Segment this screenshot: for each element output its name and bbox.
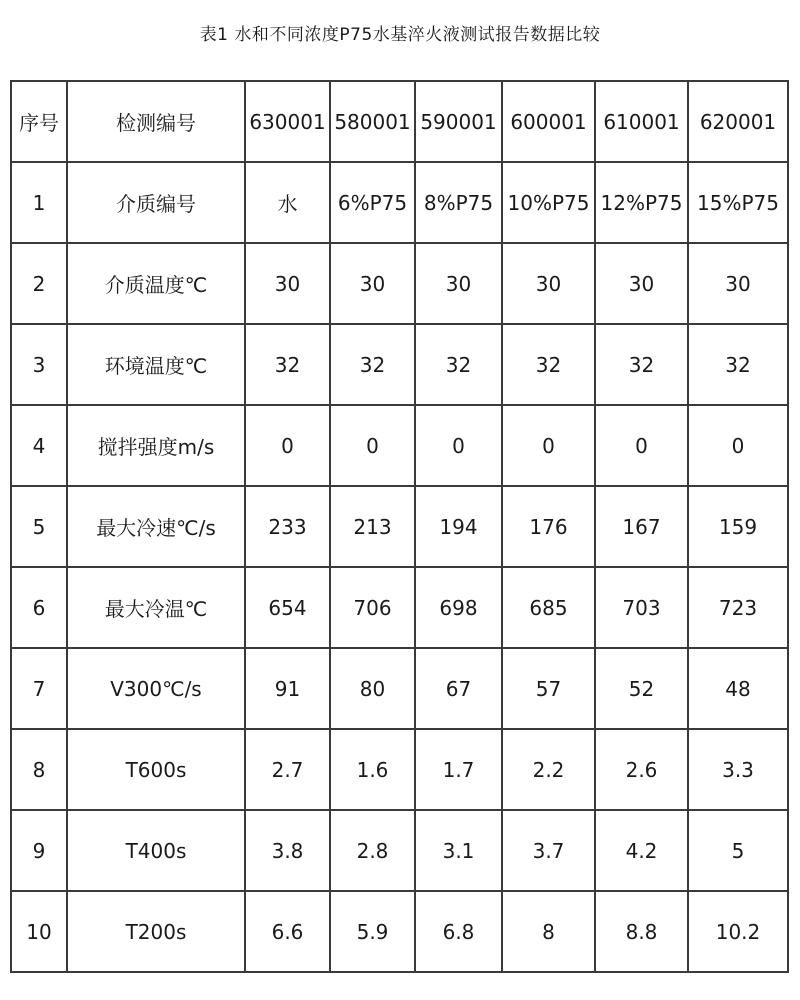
table-cell: 167 bbox=[595, 486, 688, 567]
table-cell: 0 bbox=[415, 405, 502, 486]
table-cell: 2.7 bbox=[245, 729, 330, 810]
header-cell-label: 检测编号 bbox=[67, 81, 245, 162]
table-cell: 30 bbox=[330, 243, 415, 324]
row-index-cell: 8 bbox=[11, 729, 67, 810]
table-cell: 8%P75 bbox=[415, 162, 502, 243]
table-cell: 1.7 bbox=[415, 729, 502, 810]
table-cell: 0 bbox=[688, 405, 788, 486]
table-cell: 685 bbox=[502, 567, 595, 648]
table-cell: 48 bbox=[688, 648, 788, 729]
table-row bbox=[11, 405, 788, 486]
table-row bbox=[11, 729, 788, 810]
table-cell: 3.7 bbox=[502, 810, 595, 891]
table-cell: 67 bbox=[415, 648, 502, 729]
table-cell: 706 bbox=[330, 567, 415, 648]
table-cell: 2.8 bbox=[330, 810, 415, 891]
table-row bbox=[11, 243, 788, 324]
table-cell: 723 bbox=[688, 567, 788, 648]
table-cell: 233 bbox=[245, 486, 330, 567]
table-row bbox=[11, 486, 788, 567]
table-cell: 32 bbox=[595, 324, 688, 405]
table-cell: 52 bbox=[595, 648, 688, 729]
table-cell: 15%P75 bbox=[688, 162, 788, 243]
row-index-cell: 2 bbox=[11, 243, 67, 324]
table-cell: 5.9 bbox=[330, 891, 415, 972]
row-index-cell: 4 bbox=[11, 405, 67, 486]
row-label-cell: 搅拌强度m/s bbox=[67, 405, 245, 486]
table-row bbox=[11, 891, 788, 972]
table-cell: 0 bbox=[595, 405, 688, 486]
row-index-cell: 6 bbox=[11, 567, 67, 648]
header-cell-sample: 610001 bbox=[595, 81, 688, 162]
row-index-cell: 3 bbox=[11, 324, 67, 405]
row-index-cell: 7 bbox=[11, 648, 67, 729]
row-label-cell: 最大冷温℃ bbox=[67, 567, 245, 648]
table-cell: 30 bbox=[688, 243, 788, 324]
table-cell: 698 bbox=[415, 567, 502, 648]
table-cell: 水 bbox=[245, 162, 330, 243]
table-cell: 30 bbox=[415, 243, 502, 324]
table-cell: 8.8 bbox=[595, 891, 688, 972]
table-row bbox=[11, 162, 788, 243]
row-index-cell: 5 bbox=[11, 486, 67, 567]
header-cell-sample: 620001 bbox=[688, 81, 788, 162]
table-cell: 0 bbox=[245, 405, 330, 486]
table-cell: 1.6 bbox=[330, 729, 415, 810]
table-cell: 3.3 bbox=[688, 729, 788, 810]
table-cell: 0 bbox=[330, 405, 415, 486]
table-cell: 703 bbox=[595, 567, 688, 648]
row-label-cell: 介质编号 bbox=[67, 162, 245, 243]
row-index-cell: 9 bbox=[11, 810, 67, 891]
header-cell-sample: 600001 bbox=[502, 81, 595, 162]
table-cell: 91 bbox=[245, 648, 330, 729]
table-cell: 159 bbox=[688, 486, 788, 567]
header-cell-index: 序号 bbox=[11, 81, 67, 162]
table-cell: 4.2 bbox=[595, 810, 688, 891]
table-cell: 0 bbox=[502, 405, 595, 486]
row-label-cell: T200s bbox=[67, 891, 245, 972]
table-cell: 2.2 bbox=[502, 729, 595, 810]
table-row bbox=[11, 810, 788, 891]
table-cell: 2.6 bbox=[595, 729, 688, 810]
table-cell: 30 bbox=[595, 243, 688, 324]
header-cell-sample: 580001 bbox=[330, 81, 415, 162]
row-index-cell: 10 bbox=[11, 891, 67, 972]
table-cell: 176 bbox=[502, 486, 595, 567]
table-row bbox=[11, 324, 788, 405]
row-label-cell: V300℃/s bbox=[67, 648, 245, 729]
table-cell: 32 bbox=[245, 324, 330, 405]
data-table bbox=[10, 80, 789, 973]
table-cell: 654 bbox=[245, 567, 330, 648]
table-header-row bbox=[11, 81, 788, 162]
table-cell: 30 bbox=[245, 243, 330, 324]
table-title: 表1 水和不同浓度P75水基淬火液测试报告数据比较 bbox=[199, 25, 601, 45]
table-cell: 32 bbox=[688, 324, 788, 405]
row-label-cell: 环境温度℃ bbox=[67, 324, 245, 405]
row-label-cell: T400s bbox=[67, 810, 245, 891]
table-cell: 10%P75 bbox=[502, 162, 595, 243]
table-cell: 57 bbox=[502, 648, 595, 729]
table-cell: 6.8 bbox=[415, 891, 502, 972]
table-row bbox=[11, 567, 788, 648]
table-cell: 32 bbox=[330, 324, 415, 405]
table-cell: 30 bbox=[502, 243, 595, 324]
table-cell: 32 bbox=[415, 324, 502, 405]
table-cell: 194 bbox=[415, 486, 502, 567]
table-cell: 10.2 bbox=[688, 891, 788, 972]
table-row bbox=[11, 648, 788, 729]
row-label-cell: 介质温度℃ bbox=[67, 243, 245, 324]
table-cell: 12%P75 bbox=[595, 162, 688, 243]
table-cell: 80 bbox=[330, 648, 415, 729]
row-index-cell: 1 bbox=[11, 162, 67, 243]
header-cell-sample: 630001 bbox=[245, 81, 330, 162]
row-label-cell: T600s bbox=[67, 729, 245, 810]
table-body bbox=[11, 81, 788, 972]
table-cell: 213 bbox=[330, 486, 415, 567]
table-cell: 6.6 bbox=[245, 891, 330, 972]
table-cell: 3.1 bbox=[415, 810, 502, 891]
header-cell-sample: 590001 bbox=[415, 81, 502, 162]
table-cell: 3.8 bbox=[245, 810, 330, 891]
table-cell: 6%P75 bbox=[330, 162, 415, 243]
row-label-cell: 最大冷速℃/s bbox=[67, 486, 245, 567]
table-cell: 32 bbox=[502, 324, 595, 405]
table-cell: 5 bbox=[688, 810, 788, 891]
table-cell: 8 bbox=[502, 891, 595, 972]
